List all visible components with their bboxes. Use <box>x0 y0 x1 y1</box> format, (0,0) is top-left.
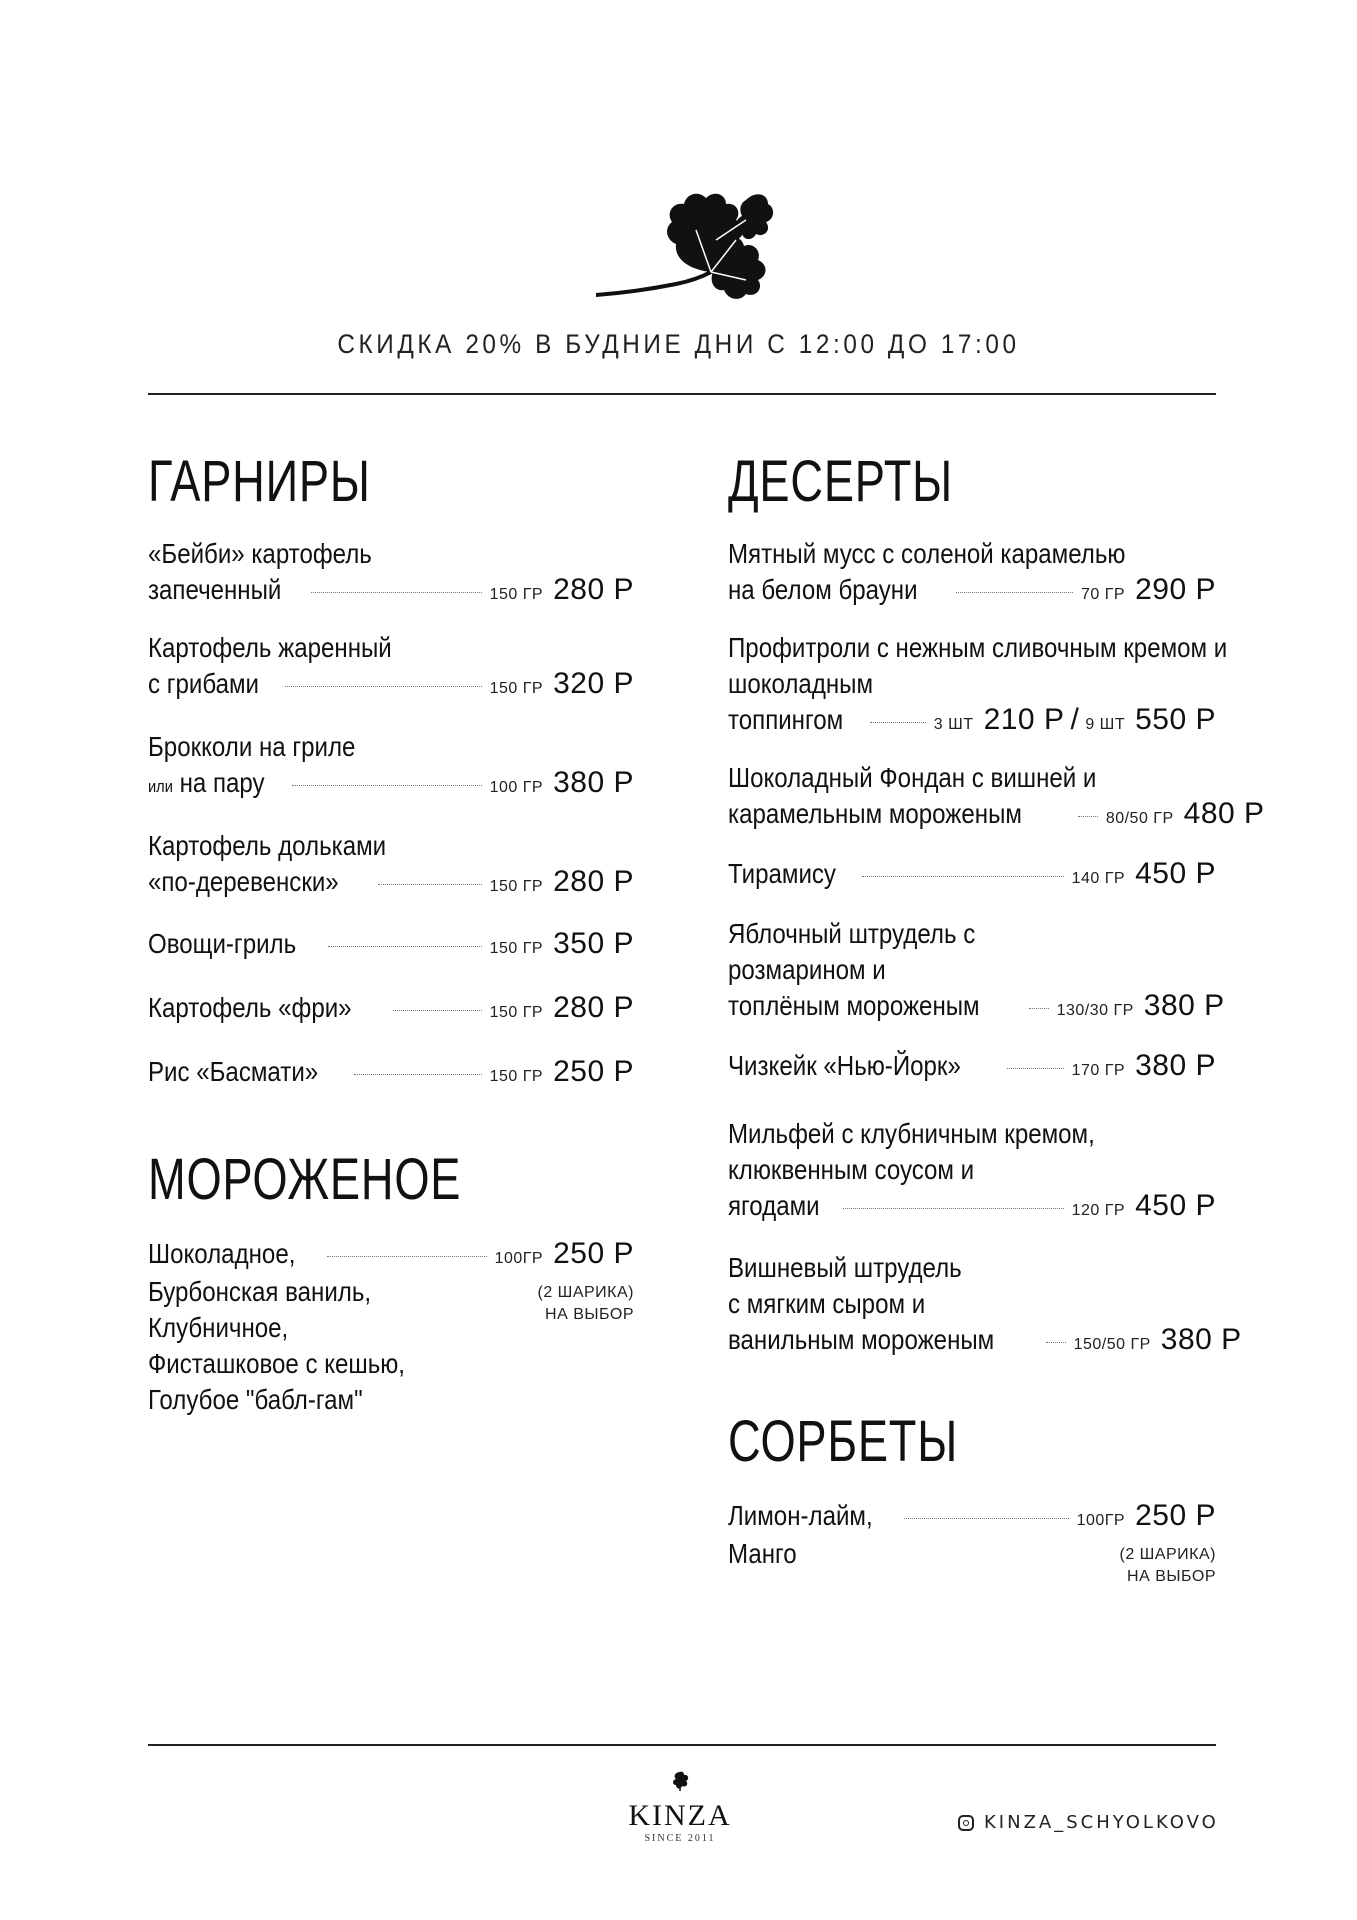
section-title-icecream: МОРОЖЕНОЕ <box>148 1147 462 1212</box>
footer-logo <box>620 1770 740 1844</box>
instagram-icon <box>958 1815 974 1831</box>
divider-bottom <box>148 1744 1216 1746</box>
menu-item: Яблочный штрудель с розмарином и топлёным мороженым 130/30 ГР 380 Р <box>728 918 1225 1022</box>
flavor: Фисташковое с кешью, <box>148 1348 406 1379</box>
menu-item: Вишневый штрудель с мягким сыром и ванильным мороженым 150/50 ГР 380 Р <box>728 1252 1242 1356</box>
serving-note: (2 ШАРИКА) НА ВЫБОР <box>537 1284 634 1323</box>
brand-name: KINZA <box>628 1799 732 1832</box>
section-title-garnishes: ГАРНИРЫ <box>148 449 371 514</box>
flavor: Голубое "бабл-гам" <box>148 1384 363 1415</box>
flavor: Манго <box>728 1538 797 1569</box>
small-leaf-icon <box>667 1770 693 1792</box>
menu-item: Профитроли с нежным сливочным кремом и шоколадным топпингом 3 ШТ 210 Р / 9 ШТ 550 Р <box>728 632 1228 736</box>
section-title-sorbets: СОРБЕТЫ <box>728 1409 959 1474</box>
flavor: Клубничное, <box>148 1312 289 1343</box>
left-column <box>148 0 634 1500</box>
menu-item: Шоколадный Фондан с вишней и карамельным мороженым 80/50 ГР 480 Р <box>728 762 1265 830</box>
menu-item: Рис «Басмати» 150 ГР 250 Р <box>148 1055 634 1088</box>
menu-item: Мильфей с клубничным кремом, клюквенным соусом и ягодами 120 ГР 450 Р <box>728 1118 1216 1222</box>
serving-note: (2 ШАРИКА) НА ВЫБОР <box>1119 1546 1216 1585</box>
icecream-item: Шоколадное, 100ГР 250 Р <box>148 1237 634 1270</box>
brand-since: SINCE 2011 <box>644 1833 716 1844</box>
instagram-handle[interactable]: KINZA_SCHYOLKOVO <box>958 1812 1219 1833</box>
menu-item: Овощи-гриль 150 ГР 350 Р <box>148 927 634 960</box>
menu-item: Тирамису 140 ГР 450 Р <box>728 857 1216 890</box>
menu-item: Мятный мусс с соленой карамелью на белом брауни 70 ГР 290 Р <box>728 538 1216 606</box>
promo-banner: СКИДКА 20% В БУДНИЕ ДНИ С 12:00 ДО 17:00 <box>337 329 1020 359</box>
menu-item: Картофель «фри» 150 ГР 280 Р <box>148 991 634 1024</box>
section-title-desserts: ДЕСЕРТЫ <box>728 449 953 514</box>
sorbet-item: Лимон-лайм, 100ГР 250 Р <box>728 1499 1216 1532</box>
menu-item: Брокколи на гриле или на пару 100 ГР 380 Р <box>148 731 634 799</box>
flavor: Бурбонская ваниль, <box>148 1276 372 1307</box>
menu-item: Картофель жаренный с грибами 150 ГР 320 Р <box>148 632 634 700</box>
menu-item: Чизкейк «Нью-Йорк» 170 ГР 380 Р <box>728 1049 1216 1082</box>
menu-item: Картофель дольками «по-деревенски» 150 ГР 280 Р <box>148 830 634 898</box>
menu-item: «Бейби» картофель запеченный 150 ГР 280 Р <box>148 538 634 606</box>
right-column <box>728 0 1265 1600</box>
